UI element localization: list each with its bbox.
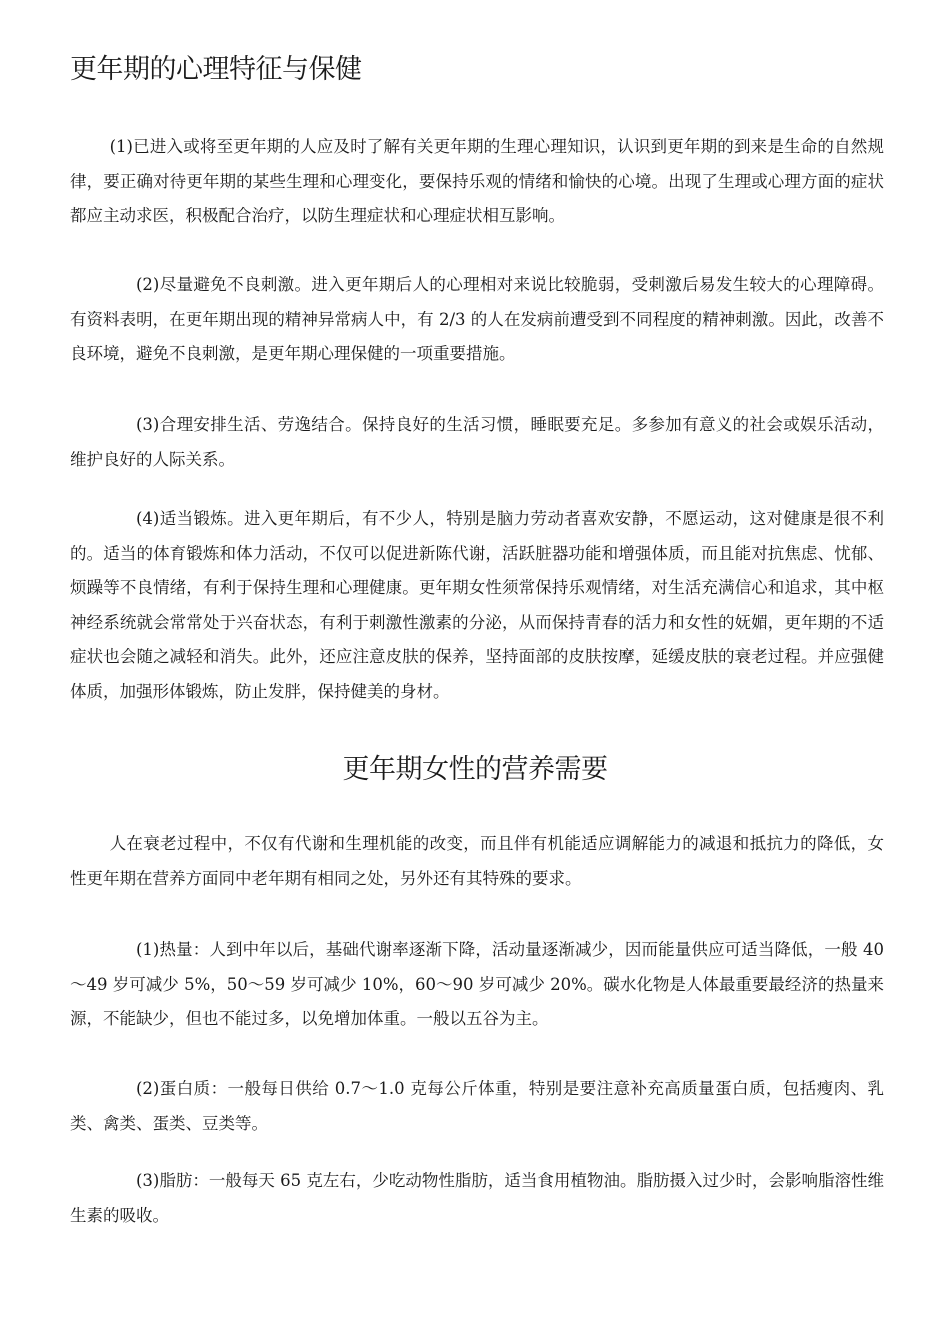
paragraph-nutrition-3: (3)脂肪：一般每天 65 克左右，少吃动物性脂肪，适当食用植物油。脂肪摄入过少时，会影响脂溶性维生素的吸收。 bbox=[70, 1171, 884, 1225]
paragraph-nutrition-2: (2)蛋白质：一般每日供给 0.7～1.0 克每公斤体重，特别是要注意补充高质量蛋白质，包括瘦肉、乳类、禽类、蛋类、豆类等。 bbox=[70, 1079, 884, 1133]
paragraph-nutrition-1: (1)热量：人到中年以后，基础代谢率逐渐下降，活动量逐渐减少，因而能量供应可适当降低，一般 40～49 岁可减少 5%，50～59 岁可减少 10%，60～90 岁可减少 20%。碳水化物是人体最重要最经济的热量来源，不能缺少，但也不能过多，以免增加体重。一般以五谷为主。 bbox=[70, 940, 884, 1028]
paragraph-psychology-2: (2)尽量避免不良刺激。进入更年期后人的心理相对来说比较脆弱，受刺激后易发生较大的心理障碍。有资料表明，在更年期出现的精神异常病人中，有 2/3 的人在发病前遭受到不同程度的精神刺激。因此，改善不良环境，避免不良刺激，是更年期心理保健的一项重要措施。 bbox=[70, 275, 884, 363]
paragraph-nutrition-intro: 人在衰老过程中，不仅有代谢和生理机能的改变，而且伴有机能适应调解能力的减退和抵抗力的降低，女性更年期在营养方面同中老年期有相同之处，另外还有其特殊的要求。 bbox=[70, 834, 884, 888]
section-title-nutrition: 更年期女性的营养需要 bbox=[342, 754, 608, 785]
section-title-psychology: 更年期的心理特征与保健 bbox=[70, 54, 362, 85]
paragraph-psychology-1: (1)已进入或将至更年期的人应及时了解有关更年期的生理心理知识，认识到更年期的到来是生命的自然规律，要正确对待更年期的某些生理和心理变化，要保持乐观的情绪和愉快的心境。出现了生理或心理方面的症状都应主动求医，积极配合治疗，以防生理症状和心理症状相互影响。 bbox=[70, 137, 884, 225]
paragraph-psychology-3: (3)合理安排生活、劳逸结合。保持良好的生活习惯，睡眠要充足。多参加有意义的社会或娱乐活动，维护良好的人际关系。 bbox=[70, 415, 884, 469]
paragraph-psychology-4: (4)适当锻炼。进入更年期后，有不少人，特别是脑力劳动者喜欢安静，不愿运动，这对健康是很不利的。适当的体育锻炼和体力活动，不仅可以促进新陈代谢，活跃脏器功能和增强体质，而且能对抗焦虑、忧郁、烦躁等不良情绪，有利于保持生理和心理健康。更年期女性须常保持乐观情绪，对生活充满信心和追求，其中枢神经系统就会常常处于兴奋状态，有利于刺激性激素的分泌，从而保持青春的活力和女性的妩媚，更年期的不适症状也会随之减轻和消失。此外，还应注意皮肤的保养，坚持面部的皮肤按摩，延缓皮肤的衰老过程。并应强健体质，加强形体锻炼，防止发胖，保持健美的身材。 bbox=[70, 509, 884, 701]
